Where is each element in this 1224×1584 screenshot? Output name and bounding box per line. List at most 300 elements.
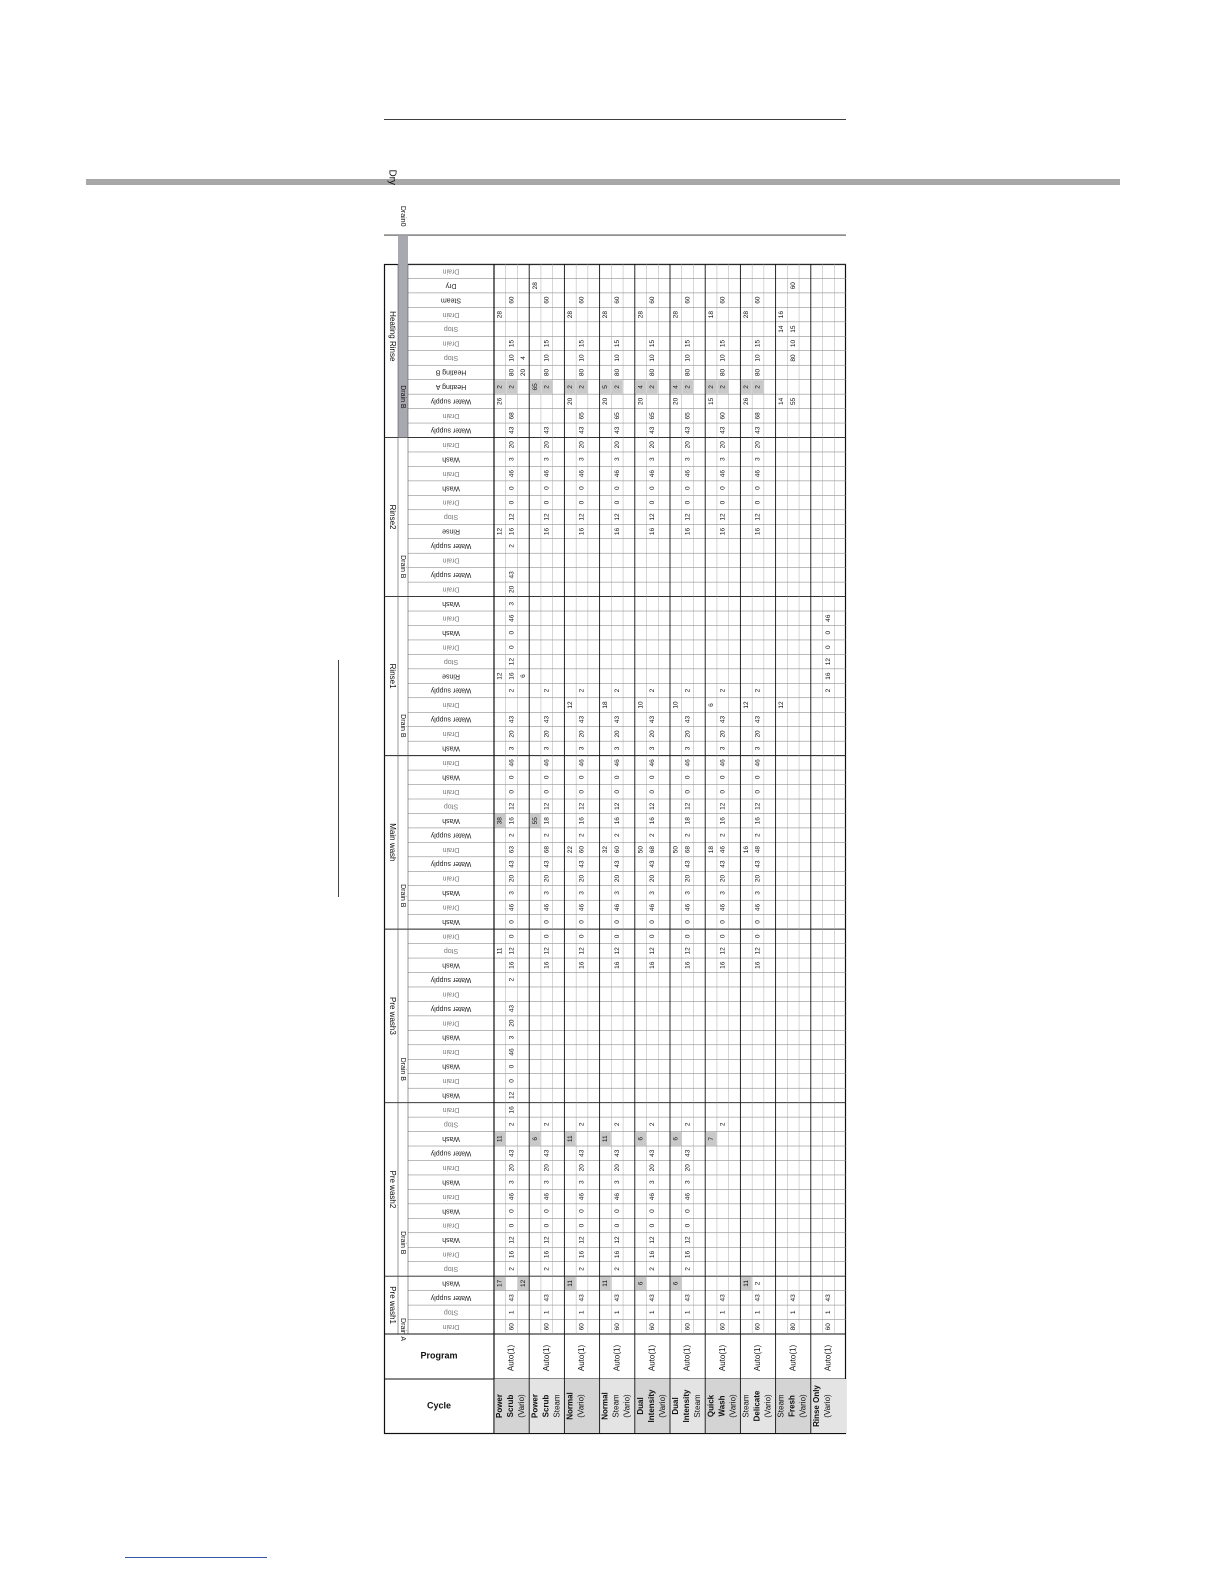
table-value: 20 [649, 730, 657, 738]
table-value: 1 [649, 1310, 657, 1315]
column-header: Drain [442, 310, 460, 318]
program-label: Auto(1) [612, 1344, 622, 1372]
table-value: 12 [719, 802, 727, 810]
table-value: 2 [508, 977, 516, 982]
program-label: Auto(1) [506, 1344, 516, 1372]
table-value: 12 [613, 513, 621, 521]
table-value: 46 [508, 903, 516, 912]
table-value: 2 [649, 1267, 657, 1271]
column-header: Rinse [442, 672, 460, 680]
table-value: 0 [543, 775, 551, 780]
table-value: 12 [719, 947, 727, 955]
table-value: 0 [684, 920, 692, 924]
table-value: 12 [684, 1236, 692, 1244]
table-value: 15 [508, 339, 516, 348]
table-value: 55 [531, 817, 539, 825]
column-header: Wash [442, 889, 460, 897]
table-value: 0 [719, 789, 727, 794]
table-value: 3 [684, 746, 692, 751]
table-value: 16 [649, 817, 657, 825]
cycle-label: (Vario) [657, 1394, 667, 1418]
table-value: 1 [508, 1310, 516, 1315]
table-value: 65 [613, 412, 621, 420]
table-value: 46 [719, 845, 727, 854]
table-value: 20 [543, 1164, 551, 1172]
column-header: Water supply [430, 715, 472, 723]
table-value: 63 [508, 845, 516, 854]
table-value: 0 [578, 1209, 586, 1213]
sub-header: Drain B [399, 1231, 407, 1255]
column-header: Wash [442, 1033, 460, 1041]
table-value: 60 [684, 296, 692, 304]
table-value: 16 [754, 817, 762, 825]
program-label: Auto(1) [541, 1344, 551, 1372]
table-value: 0 [754, 775, 762, 780]
table-value: 16 [613, 817, 621, 825]
table-value: 20 [566, 397, 574, 405]
table-value: 80 [719, 368, 727, 377]
table-value: 6 [520, 674, 528, 678]
table-value: 16 [684, 527, 692, 536]
table-value: 2 [578, 1122, 586, 1127]
footer-link-rule [125, 1557, 267, 1558]
table-value: 20 [754, 874, 762, 883]
cycle-label: Scrub [506, 1394, 516, 1418]
column-header: Wash [442, 1062, 460, 1070]
table-value: 3 [613, 746, 621, 751]
table-value: 28 [531, 282, 539, 290]
table-value: 3 [754, 746, 762, 751]
table-value: 80 [684, 368, 692, 377]
table-value: 60 [508, 1323, 516, 1331]
table-value: 46 [754, 903, 762, 912]
table-value: 0 [543, 934, 551, 939]
cycle-label: Wash [717, 1395, 727, 1417]
table-value: 20 [578, 730, 586, 738]
table-value: 12 [566, 701, 574, 709]
table-value: 20 [578, 1164, 586, 1172]
column-header: Water supply [430, 542, 472, 550]
table-value: 6 [531, 1136, 539, 1141]
table-value: 80 [543, 368, 551, 377]
table-value: 11 [496, 1135, 504, 1143]
table-value: 3 [508, 1180, 516, 1184]
table-value: 3 [613, 891, 621, 895]
table-value: 3 [578, 457, 586, 462]
table-value: 16 [578, 527, 586, 536]
table-value: 16 [754, 527, 762, 536]
table-value: 0 [754, 789, 762, 794]
table-value: 60 [649, 1323, 657, 1331]
table-value: 80 [578, 368, 586, 377]
table-value: 0 [508, 500, 516, 505]
table-value: 2 [719, 385, 727, 389]
table-value: 2 [825, 688, 833, 693]
table-value: 12 [578, 947, 586, 955]
column-header: Wash [442, 1178, 460, 1186]
table-value: 2 [754, 1281, 762, 1286]
program-label: Auto(1) [682, 1344, 692, 1372]
table-value: 2 [742, 385, 750, 389]
table-value: 10 [613, 354, 621, 362]
cycle-label: (Vario) [798, 1394, 808, 1418]
column-header: Water supply [430, 397, 472, 405]
column-header: Wash [442, 1236, 460, 1244]
table-value: 11 [566, 1280, 574, 1287]
table-value: 16 [649, 961, 657, 969]
table-value: 1 [543, 1310, 551, 1315]
program-label: Auto(1) [788, 1344, 798, 1372]
table-value: 0 [649, 1223, 657, 1228]
table-value: 60 [508, 296, 516, 304]
table-value: 46 [613, 470, 621, 478]
column-header: Drain [442, 614, 460, 622]
table-value: 3 [684, 457, 692, 462]
table-value: 12 [508, 802, 516, 810]
table-value: 7 [707, 1136, 715, 1141]
table-value: 2 [684, 1122, 692, 1127]
table-value: 12 [649, 513, 657, 521]
column-header: Heating A [435, 383, 467, 391]
table-value: 12 [684, 802, 692, 810]
table-value: 2 [508, 385, 516, 389]
table-value: 20 [508, 874, 516, 883]
table-value: 0 [508, 645, 516, 649]
table-value: 32 [602, 845, 610, 854]
table-value: 43 [613, 1149, 621, 1157]
column-header: Wash [442, 1091, 460, 1099]
table-value: 43 [719, 426, 727, 434]
table-value: 2 [543, 833, 551, 837]
column-header: Stop [443, 513, 459, 521]
table-value: 15 [754, 339, 762, 348]
table-value: 68 [684, 845, 692, 854]
table-value: 16 [742, 845, 750, 854]
table-value: 3 [508, 891, 516, 895]
table-value: 43 [508, 1294, 516, 1302]
table-value: 15 [578, 339, 586, 348]
table-value: 46 [649, 759, 657, 767]
table-value: 43 [825, 1294, 833, 1302]
table-value: 20 [508, 585, 516, 593]
table-value: 3 [613, 457, 621, 462]
table-value: 0 [613, 1209, 621, 1213]
table-value: 0 [508, 1079, 516, 1083]
table-value: 0 [754, 486, 762, 490]
table-value: 0 [649, 500, 657, 505]
table-value: 20 [719, 441, 727, 449]
table-value: 0 [508, 775, 516, 780]
table-value: 60 [754, 1323, 762, 1331]
table-value: 43 [578, 426, 586, 434]
margin-line [338, 660, 339, 897]
table-value: 2 [649, 1122, 657, 1127]
table-value: 11 [496, 947, 504, 955]
table-value: 0 [684, 486, 692, 490]
table-value: 6 [672, 1136, 680, 1141]
table-value: 6 [672, 1281, 680, 1286]
cycle-label: (Vario) [517, 1394, 527, 1418]
table-value: 20 [520, 368, 528, 377]
table-value: 48 [754, 845, 762, 854]
table-value: 60 [754, 296, 762, 304]
table-value: 2 [684, 688, 692, 693]
table-value: 11 [602, 1135, 610, 1143]
table-value: 46 [719, 903, 727, 912]
column-header: Heating B [435, 368, 467, 376]
table-value: 15 [649, 339, 657, 348]
column-header: Drain [442, 1192, 460, 1200]
column-header: Drain [442, 932, 460, 940]
table-value: 16 [778, 310, 786, 319]
table-value: 3 [754, 891, 762, 895]
table-value: 80 [508, 368, 516, 377]
table-value: 0 [719, 486, 727, 490]
header-rule [86, 179, 1120, 185]
table-value: 0 [613, 775, 621, 780]
table-value: 2 [508, 1122, 516, 1127]
cycle-label: Dual [671, 1397, 681, 1415]
table-value: 46 [543, 759, 551, 767]
table-value: 12 [543, 947, 551, 955]
table-value: 2 [684, 833, 692, 837]
table-value: 60 [719, 296, 727, 304]
table-value: 20 [613, 874, 621, 883]
table-value: 12 [754, 513, 762, 521]
table-value: 20 [719, 730, 727, 738]
column-header: Dry [445, 281, 457, 289]
table-value: 0 [543, 486, 551, 490]
cycle-label: (Vario) [763, 1394, 773, 1418]
table-value: 55 [789, 397, 797, 405]
table-value: 3 [754, 457, 762, 462]
table-value: 2 [508, 688, 516, 693]
table-value: 43 [578, 1294, 586, 1302]
table-value: 68 [649, 845, 657, 854]
column-header: Wash [442, 455, 460, 463]
table-value: 60 [578, 845, 586, 854]
table-value: 2 [719, 1122, 727, 1127]
program-label: Auto(1) [717, 1344, 727, 1372]
table-value: 2 [719, 833, 727, 837]
table-value: 46 [754, 470, 762, 478]
table-value: 3 [613, 1180, 621, 1184]
table-value: 2 [543, 1267, 551, 1271]
table-value: 20 [684, 441, 692, 449]
column-header: Water supply [430, 426, 472, 434]
table-value: 12 [578, 802, 586, 810]
table-value: 0 [649, 486, 657, 490]
table-value: 80 [613, 368, 621, 377]
table-value: 2 [754, 688, 762, 693]
column-header: Stop [443, 1265, 459, 1273]
table-value: 0 [649, 920, 657, 924]
table-value: 60 [613, 296, 621, 304]
table-value: 2 [649, 833, 657, 837]
column-header: Stop [443, 354, 459, 362]
table-value: 2 [543, 1122, 551, 1127]
table-value: 43 [684, 860, 692, 868]
table-value: 46 [684, 903, 692, 912]
table-value: 0 [508, 920, 516, 924]
table-value: 0 [684, 500, 692, 505]
table-value: 0 [613, 1223, 621, 1228]
group-header: Dry [386, 169, 398, 186]
table-value: 15 [707, 397, 715, 405]
column-header: Drain [442, 1019, 460, 1027]
table-value: 12 [508, 658, 516, 666]
cycle-label: Delicate [752, 1390, 762, 1422]
table-value: 2 [754, 833, 762, 837]
table-value: 12 [543, 1236, 551, 1244]
column-header: Drain [442, 990, 460, 998]
column-header: Drain [442, 440, 460, 448]
table-value: 0 [684, 1223, 692, 1228]
cycle-label: Scrub [541, 1394, 551, 1418]
table-value: 0 [684, 1209, 692, 1213]
table-value: 43 [649, 426, 657, 434]
table-value: 46 [649, 903, 657, 912]
table-value: 80 [789, 354, 797, 362]
table-value: 15 [719, 339, 727, 348]
table-value: 16 [508, 961, 516, 969]
table-value: 46 [684, 470, 692, 478]
table-value: 14 [778, 397, 786, 405]
column-header: Water supply [430, 1149, 472, 1157]
column-header: Stop [443, 1308, 459, 1316]
table-value: 60 [789, 282, 797, 290]
table-value: 6 [637, 1136, 645, 1141]
table-value: 20 [754, 441, 762, 449]
table-value: 12 [719, 513, 727, 521]
table-value: 1 [719, 1310, 727, 1315]
table-value: 15 [543, 339, 551, 348]
table-value: 43 [508, 1149, 516, 1157]
column-header: Wash [442, 1134, 460, 1142]
table-value: 16 [508, 817, 516, 825]
sub-header: Drain B [399, 714, 407, 738]
table-value: 46 [543, 470, 551, 478]
table-value: 43 [649, 1149, 657, 1157]
sub-header: Drain B [399, 555, 407, 579]
cycle-label: Normal [600, 1392, 610, 1420]
table-value: 12 [613, 802, 621, 810]
table-value: 46 [613, 1193, 621, 1201]
table-value: 12 [684, 513, 692, 521]
table-value: 14 [778, 325, 786, 333]
table-value: 3 [508, 457, 516, 462]
column-header: Drain [442, 1077, 460, 1085]
cycle-label: (Vario) [822, 1394, 832, 1418]
table-value: 80 [754, 368, 762, 377]
column-header: Drain [442, 845, 460, 853]
table-value: 3 [543, 1180, 551, 1184]
cycle-label: Rinse Only [811, 1385, 821, 1427]
table-value: 46 [508, 1048, 516, 1056]
table-value: 12 [508, 513, 516, 521]
table-value: 12 [778, 701, 786, 709]
table-value: 3 [543, 457, 551, 462]
table-value: 11 [566, 1135, 574, 1143]
column-header: Drain [442, 339, 460, 347]
table-value: 10 [649, 354, 657, 362]
table-value: 12 [520, 1279, 528, 1288]
table-value: 43 [754, 426, 762, 434]
table-value: 2 [578, 688, 586, 693]
table-value: 2 [707, 385, 715, 389]
table-value: 10 [672, 701, 680, 709]
table-value: 4 [637, 385, 645, 389]
table-value: 43 [719, 1294, 727, 1302]
table-value: 16 [649, 527, 657, 536]
table-value: 20 [578, 441, 586, 449]
table-value: 43 [578, 1149, 586, 1157]
column-header: Drain [442, 1106, 460, 1114]
column-header: Drain [442, 643, 460, 651]
table-value: 46 [508, 470, 516, 478]
table-value: 46 [684, 759, 692, 767]
table-value: 20 [754, 730, 762, 738]
table-value: 10 [508, 354, 516, 362]
table-value: 46 [754, 759, 762, 767]
table-value: 26 [742, 397, 750, 405]
column-header: Water supply [430, 571, 472, 579]
table-value: 2 [754, 385, 762, 389]
table-value: 60 [543, 1323, 551, 1331]
cycle-label: Dual [635, 1397, 645, 1415]
table-value: 2 [684, 385, 692, 389]
table-value: 12 [578, 1236, 586, 1244]
table-value: 68 [754, 412, 762, 420]
group-header: Main wash [387, 823, 397, 862]
table-value: 2 [508, 544, 516, 548]
cycle-label: Power [495, 1393, 505, 1419]
table-value: 46 [543, 1193, 551, 1201]
table-value: 65 [531, 383, 539, 391]
cycle-label: Intensity [682, 1389, 692, 1423]
group-header: Pre wash1 [387, 1286, 397, 1324]
table-value: 1 [754, 1310, 762, 1315]
table-value: 43 [789, 1294, 797, 1302]
table-value: 0 [578, 500, 586, 505]
table-value: 12 [754, 802, 762, 810]
table-value: 43 [754, 860, 762, 868]
table-value: 43 [649, 715, 657, 724]
table-value: 20 [684, 1164, 692, 1172]
table-value: 2 [649, 385, 657, 389]
table-value: 20 [508, 441, 516, 449]
column-header: Stop [443, 325, 459, 333]
table-value: 60 [578, 296, 586, 304]
table-value: 0 [649, 789, 657, 794]
table-value: 46 [825, 614, 833, 622]
table-value: 43 [543, 715, 551, 724]
cycle-label: Quick [706, 1394, 716, 1418]
table-value: 0 [719, 920, 727, 924]
table-value: 46 [508, 1193, 516, 1201]
table-value: 0 [508, 630, 516, 635]
table-value: 10 [789, 339, 797, 348]
column-header: Drain [442, 1322, 460, 1330]
table-value: 20 [508, 730, 516, 738]
table-value: 2 [578, 1267, 586, 1271]
table-value: 0 [613, 500, 621, 505]
table-value: 12 [649, 947, 657, 955]
table-value: 16 [613, 961, 621, 969]
column-header: Water supply [430, 1294, 472, 1302]
table-value: 0 [719, 934, 727, 939]
column-header: Stop [443, 802, 459, 810]
